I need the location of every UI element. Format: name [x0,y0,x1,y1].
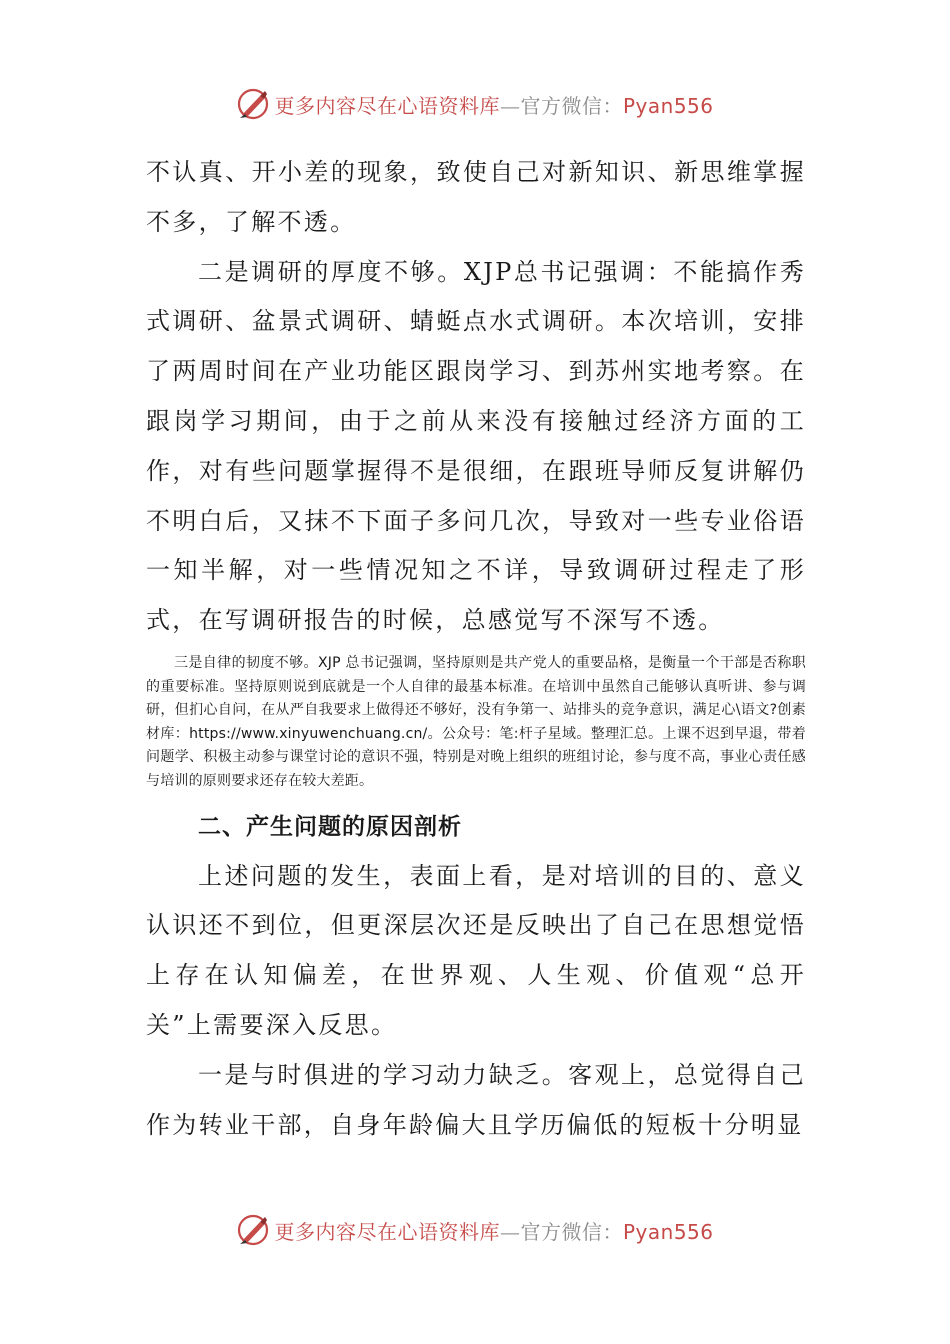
header-banner [0,84,950,124]
paragraph-continuation: 不认真、开小差的现象，致使自己对新知识、新思维掌握不多，了解不透。 [146,158,806,236]
footer-banner [0,1210,950,1250]
paragraph-cause-summary: 上述问题的发生，表面上看，是对培训的目的、意义认识还不到位，但更深层次还是反映出了自己在思想觉悟上存在认知偏差，在世界观、人生观、价值观“总开关”上需要深入反思。 [146,861,806,1039]
banner-label: 官方微信： [520,93,623,118]
banner-dash: — [499,93,521,118]
banner-brand: 更多内容尽在心语资料库 [274,1219,500,1244]
banner-dash: — [499,1219,521,1244]
pen-logo-icon [236,87,270,121]
paragraph-self-discipline: 三是自律的韧度不够。XJP 总书记强调，坚持原则是共产党人的重要品格，是衡量一个干部是否称职的重要标准。坚持原则说到底就是一个人自律的最基本标准。在培训中虽然自己能够认真听讲、参与调研，但扪心自问，在从严自我要求上做得还不够好，没有争第一、站排头的竞争意识，满足心\语文?创素材库：https://www.xinyuwenchuang.cn/。公众号：笔:杆子星域。整理汇总。上课不迟到早退，带着问题学、积极主动参与课堂讨论的意识不强，特别是对晚上组织的班组讨论，参与度不高，事业心责任感与培训的原则要求还存在较大差距。 [146,654,806,789]
banner-wechat-id: Pyan556 [622,1219,714,1244]
paragraph-research-depth: 二是调研的厚度不够。XJP总书记强调：不能搞作秀式调研、盆景式调研、蜻蜓点水式调研。本次培训，安排了两周时间在产业功能区跟岗学习、到苏州实地考察。在跟岗学习期间，由于之前从来没有接触过经济方面的工作，对有些问题掌握得不是很细，在跟班导师反复讲解仍不明白后，又抹不下面子多问几次，导致对一些专业俗语一知半解，对一些情况知之不详，导致调研过程走了形式，在写调研报告的时候，总感觉写不深写不透。 [146,257,806,635]
banner-label: 官方微信： [520,1219,623,1244]
banner-brand: 更多内容尽在心语资料库 [274,93,500,118]
section-heading: 二、产生问题的原因剖析 [198,813,462,840]
pen-logo-icon [236,1213,270,1247]
paragraph-learning-motivation: 一是与时俱进的学习动力缺乏。客观上，总觉得自己作为转业干部，自身年龄偏大且学历偏低的短板十分明显 [146,1060,806,1139]
banner-wechat-id: Pyan556 [622,93,714,118]
document-body [146,148,806,1150]
